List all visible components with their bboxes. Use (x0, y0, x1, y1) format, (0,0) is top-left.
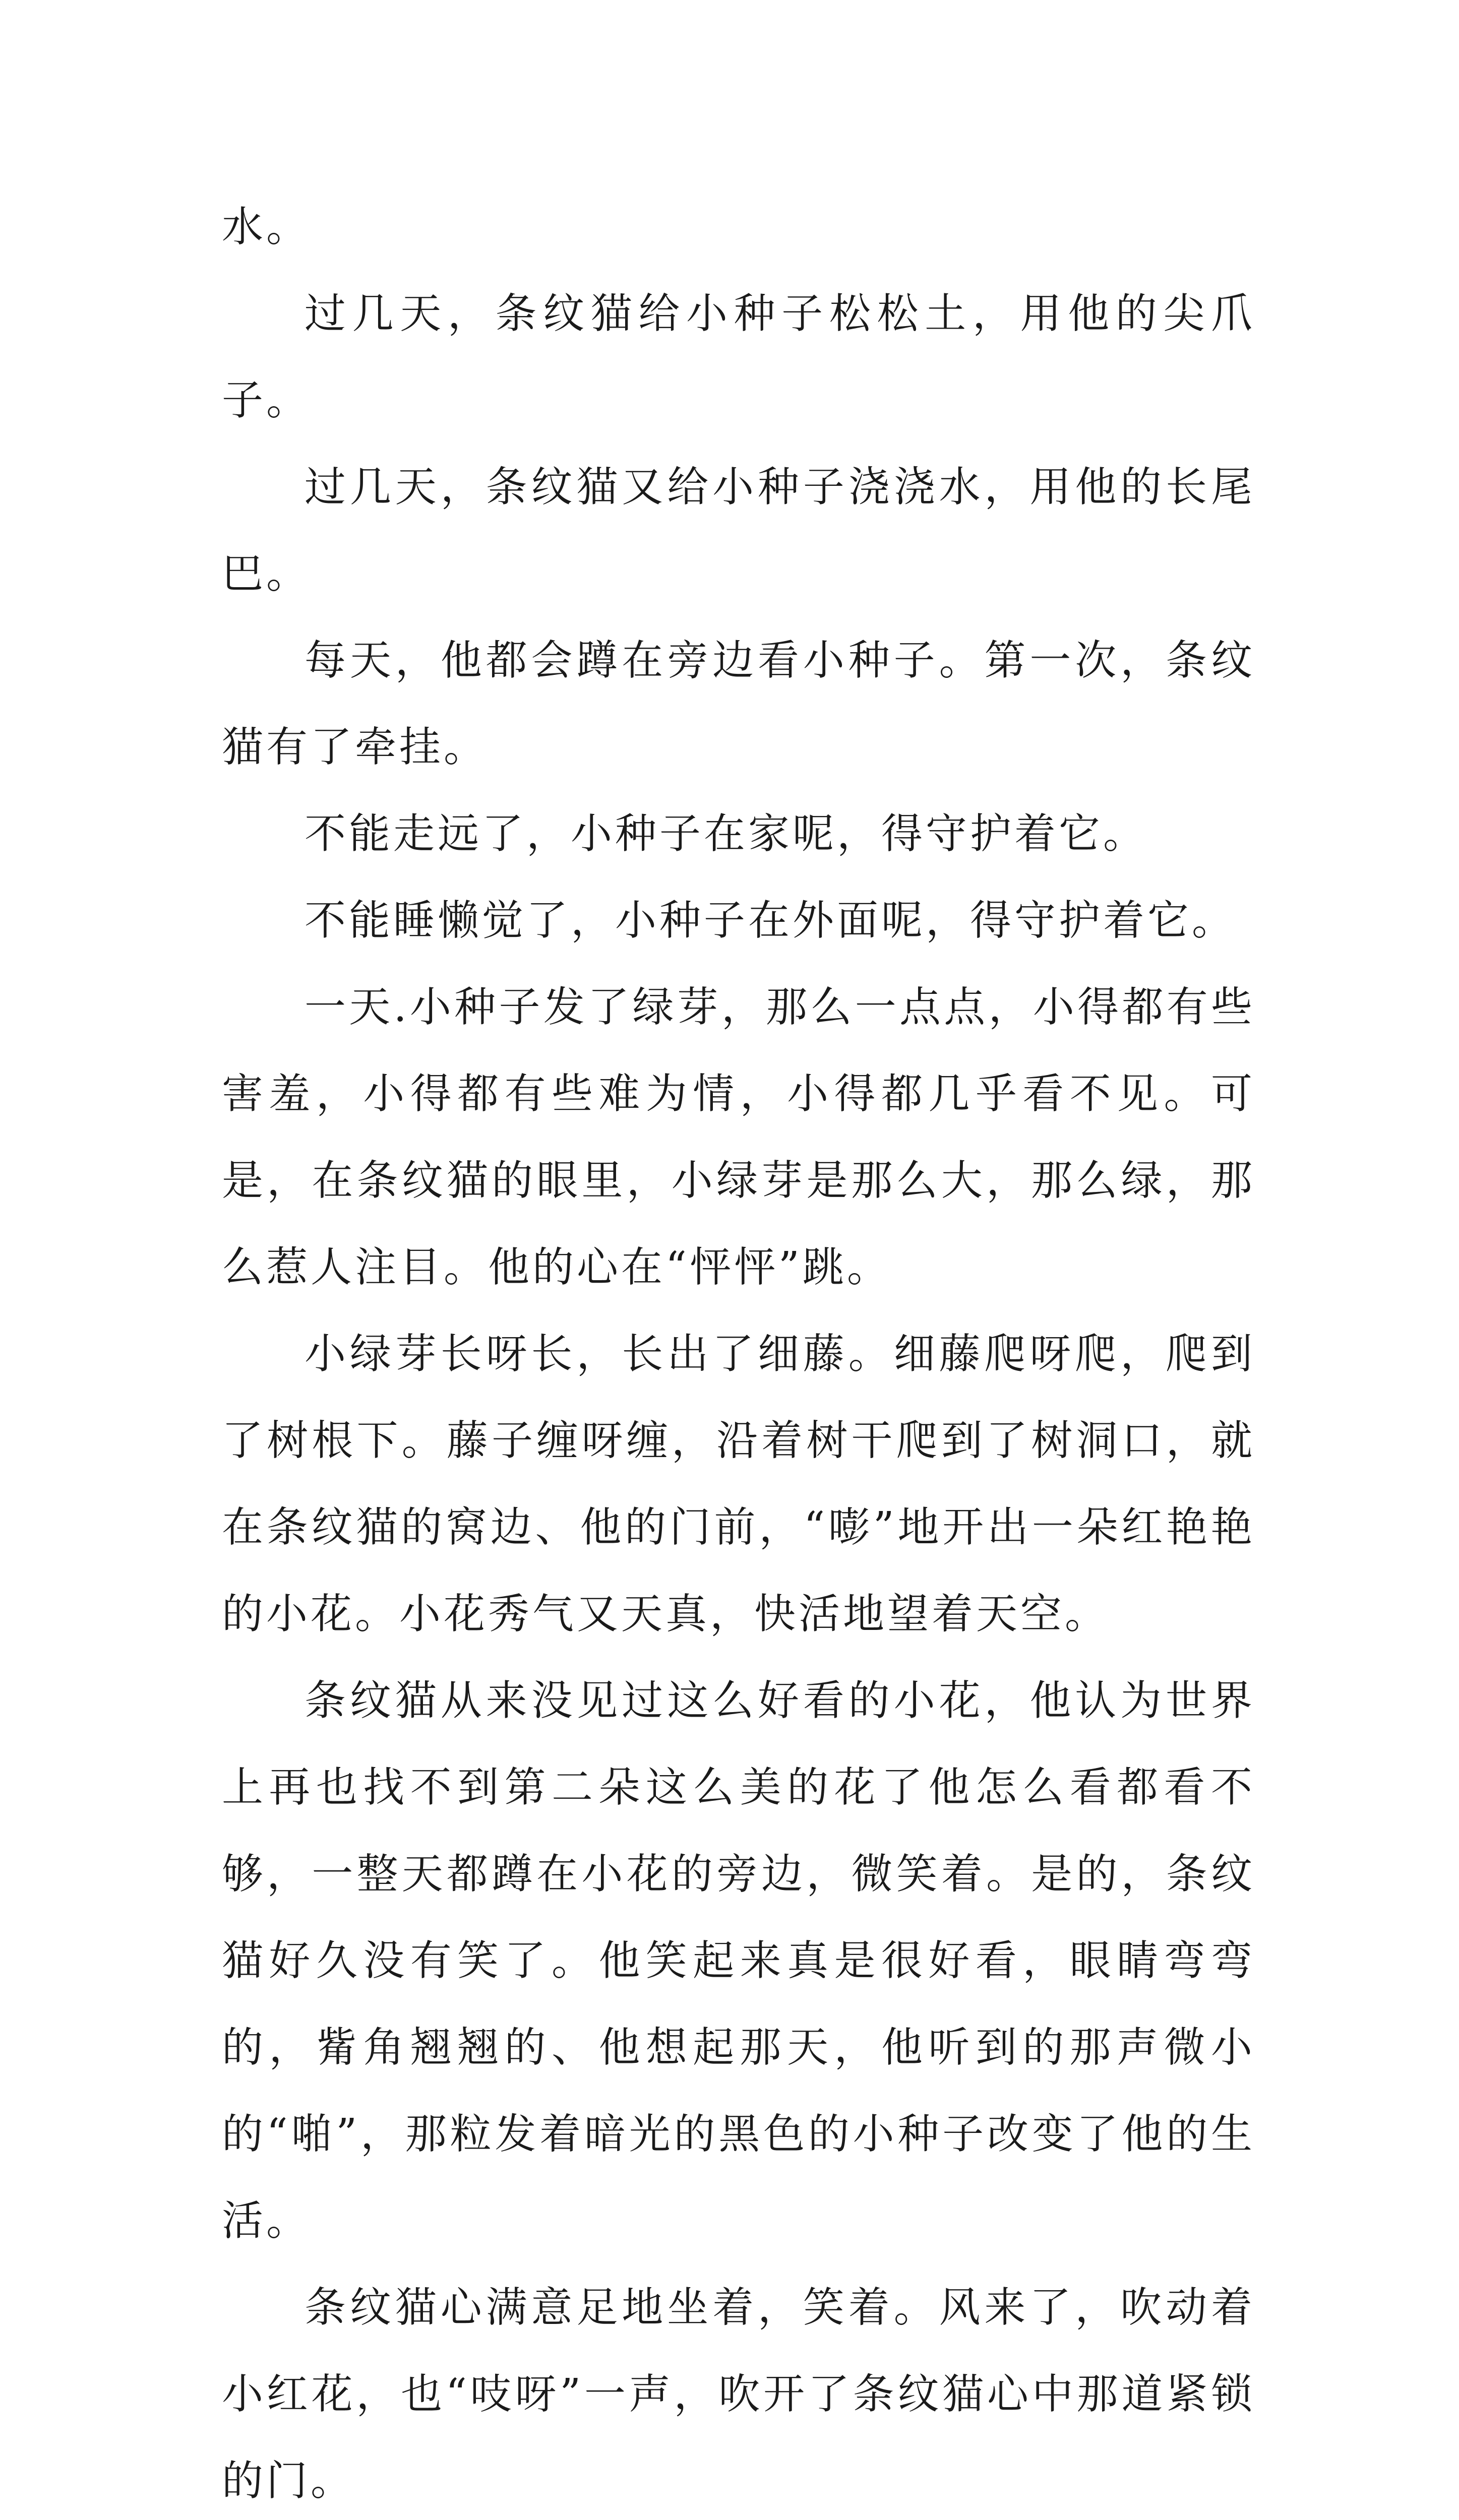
paragraph: 小绿芽长呀长，长出了细藤。细藤爬呀爬，爬到了树根下。藤子缠呀缠，沿着树干爬到了树洞口，就在条纹猫的窝边、他的门前，“嘭”地开出一朵红艳艳的小花。小花秀气又天真，快活地望着天空。 (222, 1330, 1255, 1638)
paragraph: 过几天，条纹猫给小种子松松土，用他的尖爪子。 (222, 290, 1255, 424)
paragraph: 过几天，条纹猫又给小种子浇浇水，用他的长尾巴。 (222, 463, 1255, 598)
paragraph: 每天，他都会蹲在旁边看小种子。第一次，条纹猫有了牵挂。 (222, 637, 1255, 771)
paragraph: 不能走远了，小种子在家呢，得守护着它。 (305, 810, 1148, 858)
paragraph: 不能睡懒觉了，小种子在外面呢，得守护着它。 (305, 897, 1237, 944)
story-text (222, 184, 1255, 2520)
paragraph: 条纹猫心满意足地坐着，笑着。风来了，吹动着小红花，也“吱呀”一声，吹开了条纹猫心中那道紧锁的门。 (222, 2284, 1255, 2505)
paragraph: 一天.小种子发了绿芽，那么一点点，小得都有些害羞，小得都有些难为情，小得都几乎看不见。可是，在条纹猫的眼里，小绿芽是那么大，那么绿，那么惹人注目。他的心在“怦怦”跳。 (222, 983, 1255, 1291)
paragraph: 条纹猫从来没见过这么好看的小花，他认为世界上再也找不到第二朵这么美的花了他怎么看都看不够，一整天都蹲在小花的旁边，微笑着。是的，条纹猫好久没有笑了。他笑起来真是很好看，眼睛弯弯的，觜角翘翘的、他想起那天，他听到的那声微小的“啪”，那粒发着暗光的黑色的小种子改变了他的生活。 (222, 1677, 1255, 2245)
paragraph: 水。 (222, 203, 311, 251)
